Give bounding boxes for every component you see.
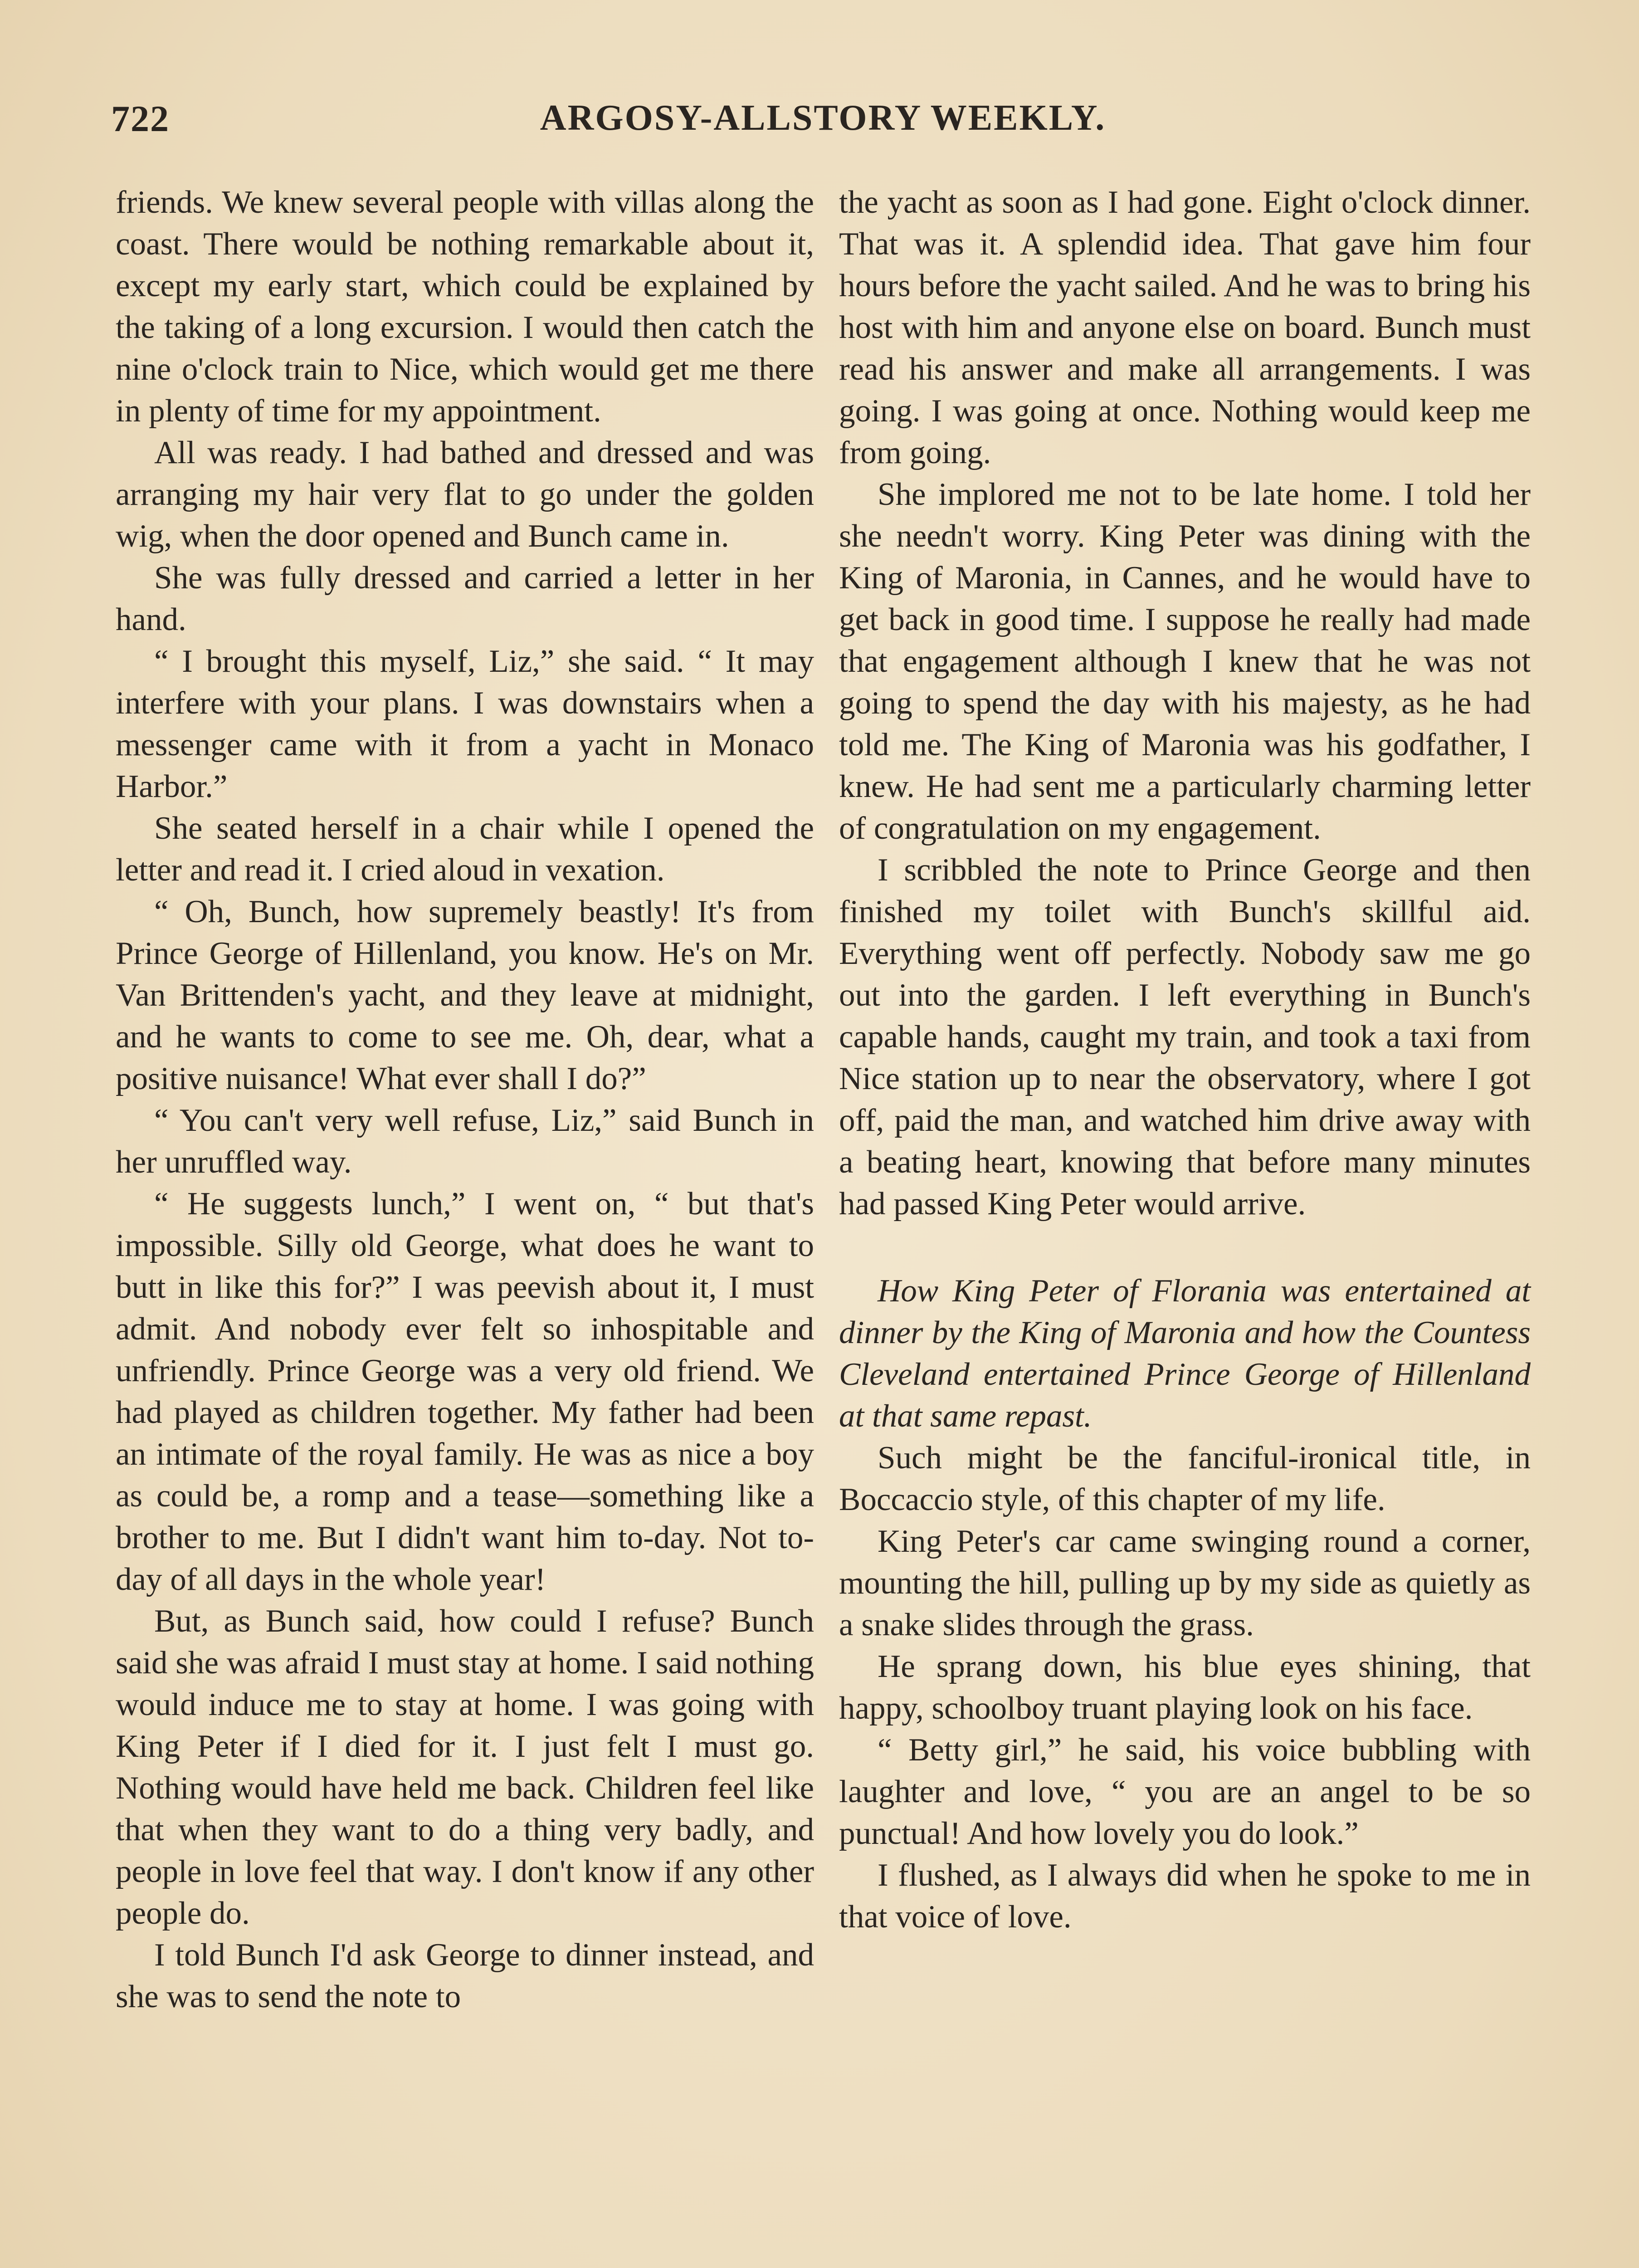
paragraph: “ You can't very well refuse, Liz,” said Bunch in her unruffled way. [116, 1103, 814, 1180]
paragraph: “ He suggests lunch,” I went on, “ but that's impossible. Silly old George, what does he want to butt in like this for?” I was peevish about it, I must admit. And nobody ever felt so inhospitable and unfriendly. Prince George was a very old friend. We had played as children together. My father had been an intimate of the royal family. He was as nice a boy as could be, a romp and a tease—something like a brother to me. But I didn't want him to-day. Not to-day of all days in the whole year! [116, 1186, 814, 1597]
page-number: 722 [111, 98, 170, 139]
paragraph: friends. We knew several people with villas along the coast. There would be nothing remarkable about it, except my early start, which could be explained by the taking of a long excursion. I would then catch the nine o'clock train to Nice, which would get me there in plenty of time for my appointment. [116, 185, 814, 429]
paragraph: I flushed, as I always did when he spoke to me in that voice of love. [839, 1857, 1531, 1935]
paragraph: But, as Bunch said, how could I refuse? Bunch said she was afraid I must stay at home. I said nothing would induce me to stay at home. I was going with King Peter if I died for it. I just felt I must go. Nothing would have held me back. Children feel like that when they want to do a thing very badly, and people in love feel that way. I don't know if any other people do. [116, 1603, 814, 1931]
right-column [839, 181, 1531, 1938]
chapter-caption: How King Peter of Florania was entertained at dinner by the King of Maronia and how the Countess Cleveland entertained Prince George of Hillenland at that same repast. [839, 1273, 1531, 1434]
running-head: ARGOSY-ALLSTORY WEEKLY. [540, 98, 1106, 138]
paragraph: He sprang down, his blue eyes shining, that happy, schoolboy truant playing look on his face. [839, 1649, 1531, 1726]
left-column [116, 181, 814, 2018]
paragraph: King Peter's car came swinging round a corner, mounting the hill, pulling up by my side as quietly as a snake slides through the grass. [839, 1524, 1531, 1642]
paragraph: I scribbled the note to Prince George and then finished my toilet with Bunch's skillful aid. Everything went off perfectly. Nobody saw me go out into the garden. I left everything in Bunch's capable hands, caught my train, and took a taxi from Nice station up to near the observatory, where I got off, paid the man, and watched him drive away with a beating heart, knowing that before many minutes had passed King Peter would arrive. [839, 852, 1531, 1222]
paragraph: All was ready. I had bathed and dressed and was arranging my hair very flat to go under the golden wig, when the door opened and Bunch came in. [116, 435, 814, 554]
paragraph: the yacht as soon as I had gone. Eight o'clock dinner. That was it. A splendid idea. That gave him four hours before the yacht sailed. And he was to bring his host with him and anyone else on board. Bunch must read his answer and make all arrangements. I was going. I was going at once. Nothing would keep me from going. [839, 185, 1531, 470]
paragraph: “ Betty girl,” he said, his voice bubbling with laughter and love, “ you are an angel to be so punctual! And how lovely you do look.” [839, 1732, 1531, 1851]
page-header [111, 98, 1535, 147]
paragraph: “ I brought this myself, Liz,” she said. “ It may interfere with your plans. I was downstairs when a messenger came with it from a yacht in Monaco Harbor.” [116, 644, 814, 804]
paragraph: I told Bunch I'd ask George to dinner instead, and she was to send the note to [116, 1937, 814, 2014]
paragraph: Such might be the fanciful-ironical title, in Boccaccio style, of this chapter of my life. [839, 1440, 1531, 1517]
paragraph: She seated herself in a chair while I opened the letter and read it. I cried aloud in vexation. [116, 811, 814, 888]
paragraph: “ Oh, Bunch, how supremely beastly! It's from Prince George of Hillenland, you know. He's on Mr. Van Brittenden's yacht, and they leave at midnight, and he wants to come to see me. Oh, dear, what a positive nuisance! What ever shall I do?” [116, 894, 814, 1096]
paragraph: She was fully dressed and carried a letter in her hand. [116, 560, 814, 637]
paragraph: She implored me not to be late home. I told her she needn't worry. King Peter was dining with the King of Maronia, in Cannes, and he would have to get back in good time. I suppose he really had made that engagement although I knew that he was not going to spend the day with his majesty, as he had told me. The King of Maronia was his godfather, I knew. He had sent me a particularly charming letter of congratulation on my engagement. [839, 477, 1531, 846]
